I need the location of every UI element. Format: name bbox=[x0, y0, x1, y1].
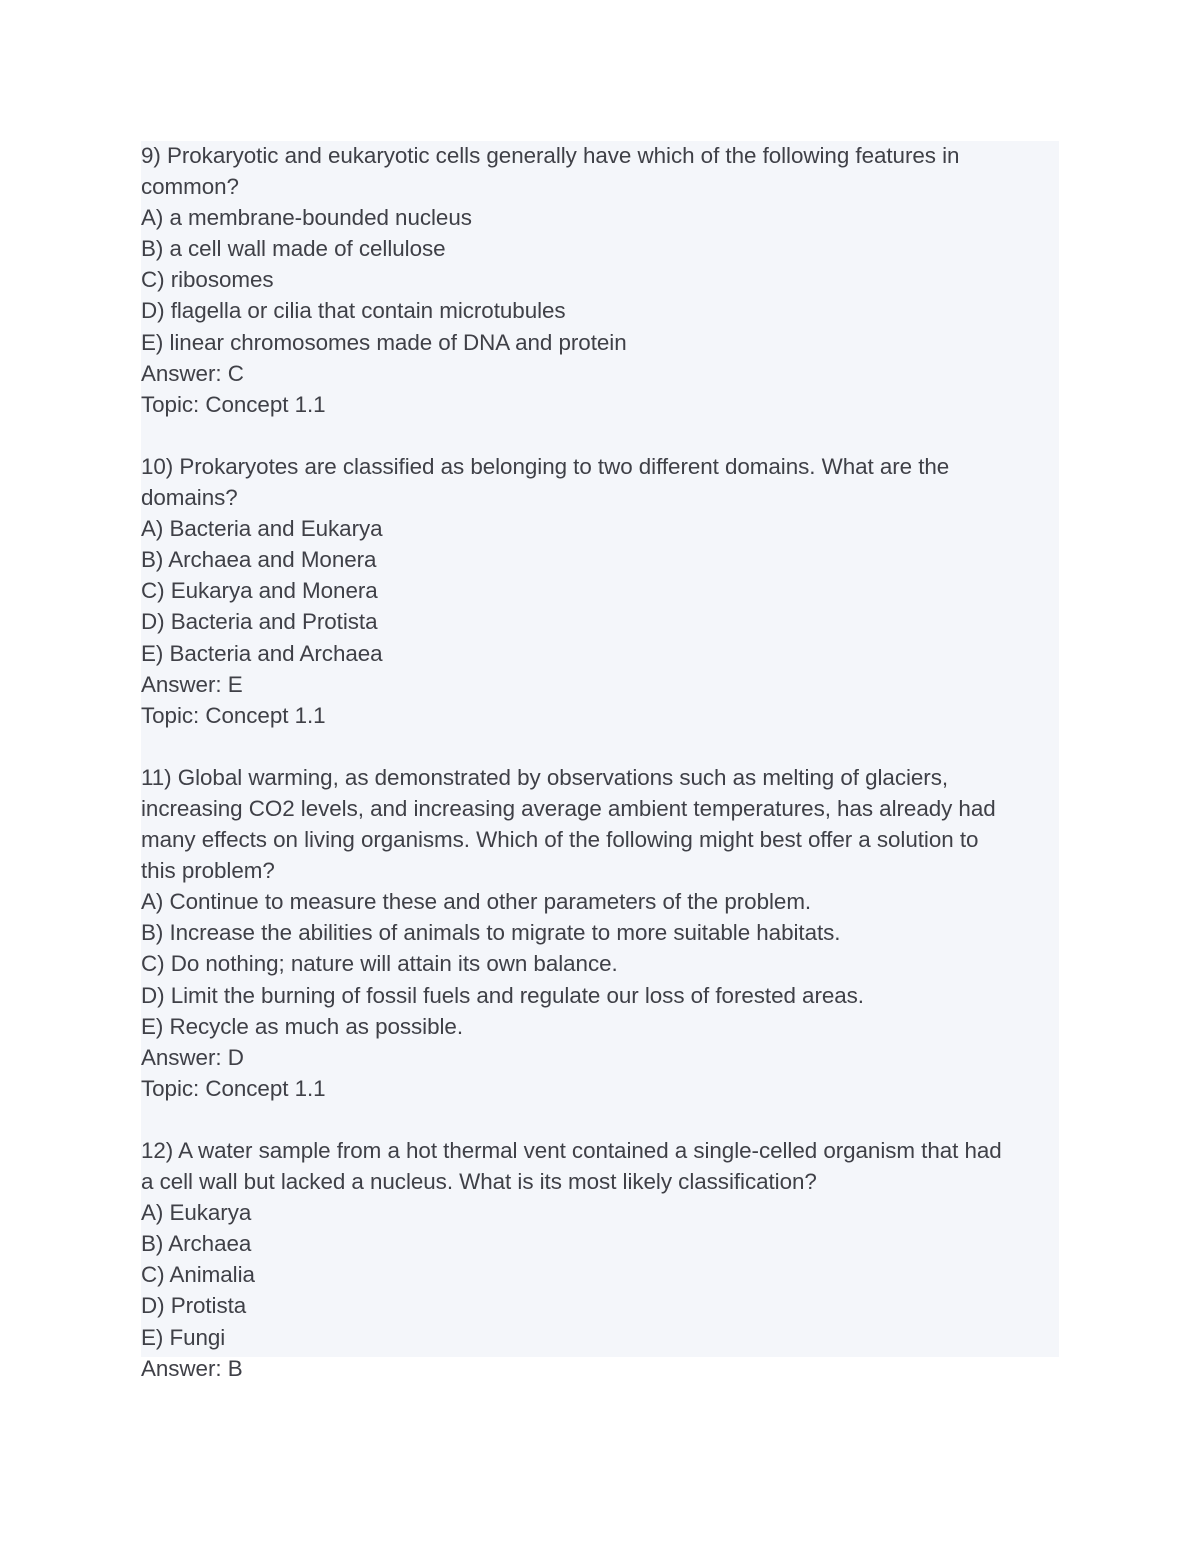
answer-option-c: C) Do nothing; nature will attain its own balance. bbox=[141, 951, 618, 977]
answer-option-d: D) Bacteria and Protista bbox=[141, 609, 378, 635]
answer-option-e: E) Recycle as much as possible. bbox=[141, 1013, 463, 1039]
answer-option-b: B) a cell wall made of cellulose bbox=[141, 236, 446, 262]
answer-option-a: A) Bacteria and Eukarya bbox=[141, 516, 383, 542]
answer-option-c: C) ribosomes bbox=[141, 267, 274, 293]
topic-label: Topic: Concept 1.1 bbox=[141, 391, 326, 417]
answer-option-b: B) Archaea bbox=[141, 1231, 252, 1257]
question-12 bbox=[141, 1135, 1056, 1384]
topic-label: Topic: Concept 1.1 bbox=[141, 702, 326, 728]
question-stem-line: 10) Prokaryotes are classified as belonging to two different domains. What are the bbox=[141, 453, 950, 479]
question-stem-line: common? bbox=[141, 174, 239, 200]
question-stem-line: 12) A water sample from a hot thermal vent contained a single-celled organism that had bbox=[141, 1138, 1002, 1163]
question-stem bbox=[141, 1135, 1056, 1197]
document-content bbox=[141, 140, 1056, 1384]
answer-option-c: C) Eukarya and Monera bbox=[141, 578, 378, 604]
question-10 bbox=[141, 451, 1056, 731]
answer-option-e: E) Bacteria and Archaea bbox=[141, 640, 383, 666]
answer-key: Answer: B bbox=[141, 1355, 243, 1381]
question-stem bbox=[141, 762, 1056, 886]
question-11 bbox=[141, 762, 1056, 1104]
answer-key: Answer: D bbox=[141, 1044, 244, 1070]
question-stem bbox=[141, 451, 1056, 513]
answer-option-d: D) Limit the burning of fossil fuels and regulate our loss of forested areas. bbox=[141, 982, 864, 1008]
answer-key: Answer: E bbox=[141, 671, 243, 697]
question-stem-line: a cell wall but lacked a nucleus. What is its most likely classification? bbox=[141, 1169, 817, 1195]
answer-option-d: D) Protista bbox=[141, 1293, 247, 1319]
topic-label: Topic: Concept 1.1 bbox=[141, 1075, 326, 1101]
question-stem-line: 9) Prokaryotic and eukaryotic cells generally have which of the following features in bbox=[141, 143, 960, 168]
question-9 bbox=[141, 140, 1056, 420]
answer-option-c: C) Animalia bbox=[141, 1262, 255, 1288]
answer-option-e: E) linear chromosomes made of DNA and protein bbox=[141, 329, 627, 355]
answer-option-a: A) Eukarya bbox=[141, 1200, 252, 1226]
answer-key: Answer: C bbox=[141, 360, 244, 386]
answer-option-d: D) flagella or cilia that contain microtubules bbox=[141, 298, 566, 324]
question-stem-line: domains? bbox=[141, 485, 238, 511]
question-stem-line: 11) Global warming, as demonstrated by observations such as melting of glaciers, bbox=[141, 764, 949, 790]
question-stem-line: many effects on living organisms. Which of the following might best offer a solution to bbox=[141, 827, 979, 853]
question-stem-line: this problem? bbox=[141, 858, 275, 884]
answer-option-a: A) a membrane-bounded nucleus bbox=[141, 205, 472, 231]
answer-option-e: E) Fungi bbox=[141, 1324, 226, 1350]
answer-option-b: B) Archaea and Monera bbox=[141, 547, 377, 573]
question-stem-line: increasing CO2 levels, and increasing average ambient temperatures, has already had bbox=[141, 795, 996, 821]
answer-option-b: B) Increase the abilities of animals to migrate to more suitable habitats. bbox=[141, 920, 841, 946]
question-stem bbox=[141, 140, 1056, 202]
answer-option-a: A) Continue to measure these and other parameters of the problem. bbox=[141, 889, 812, 915]
